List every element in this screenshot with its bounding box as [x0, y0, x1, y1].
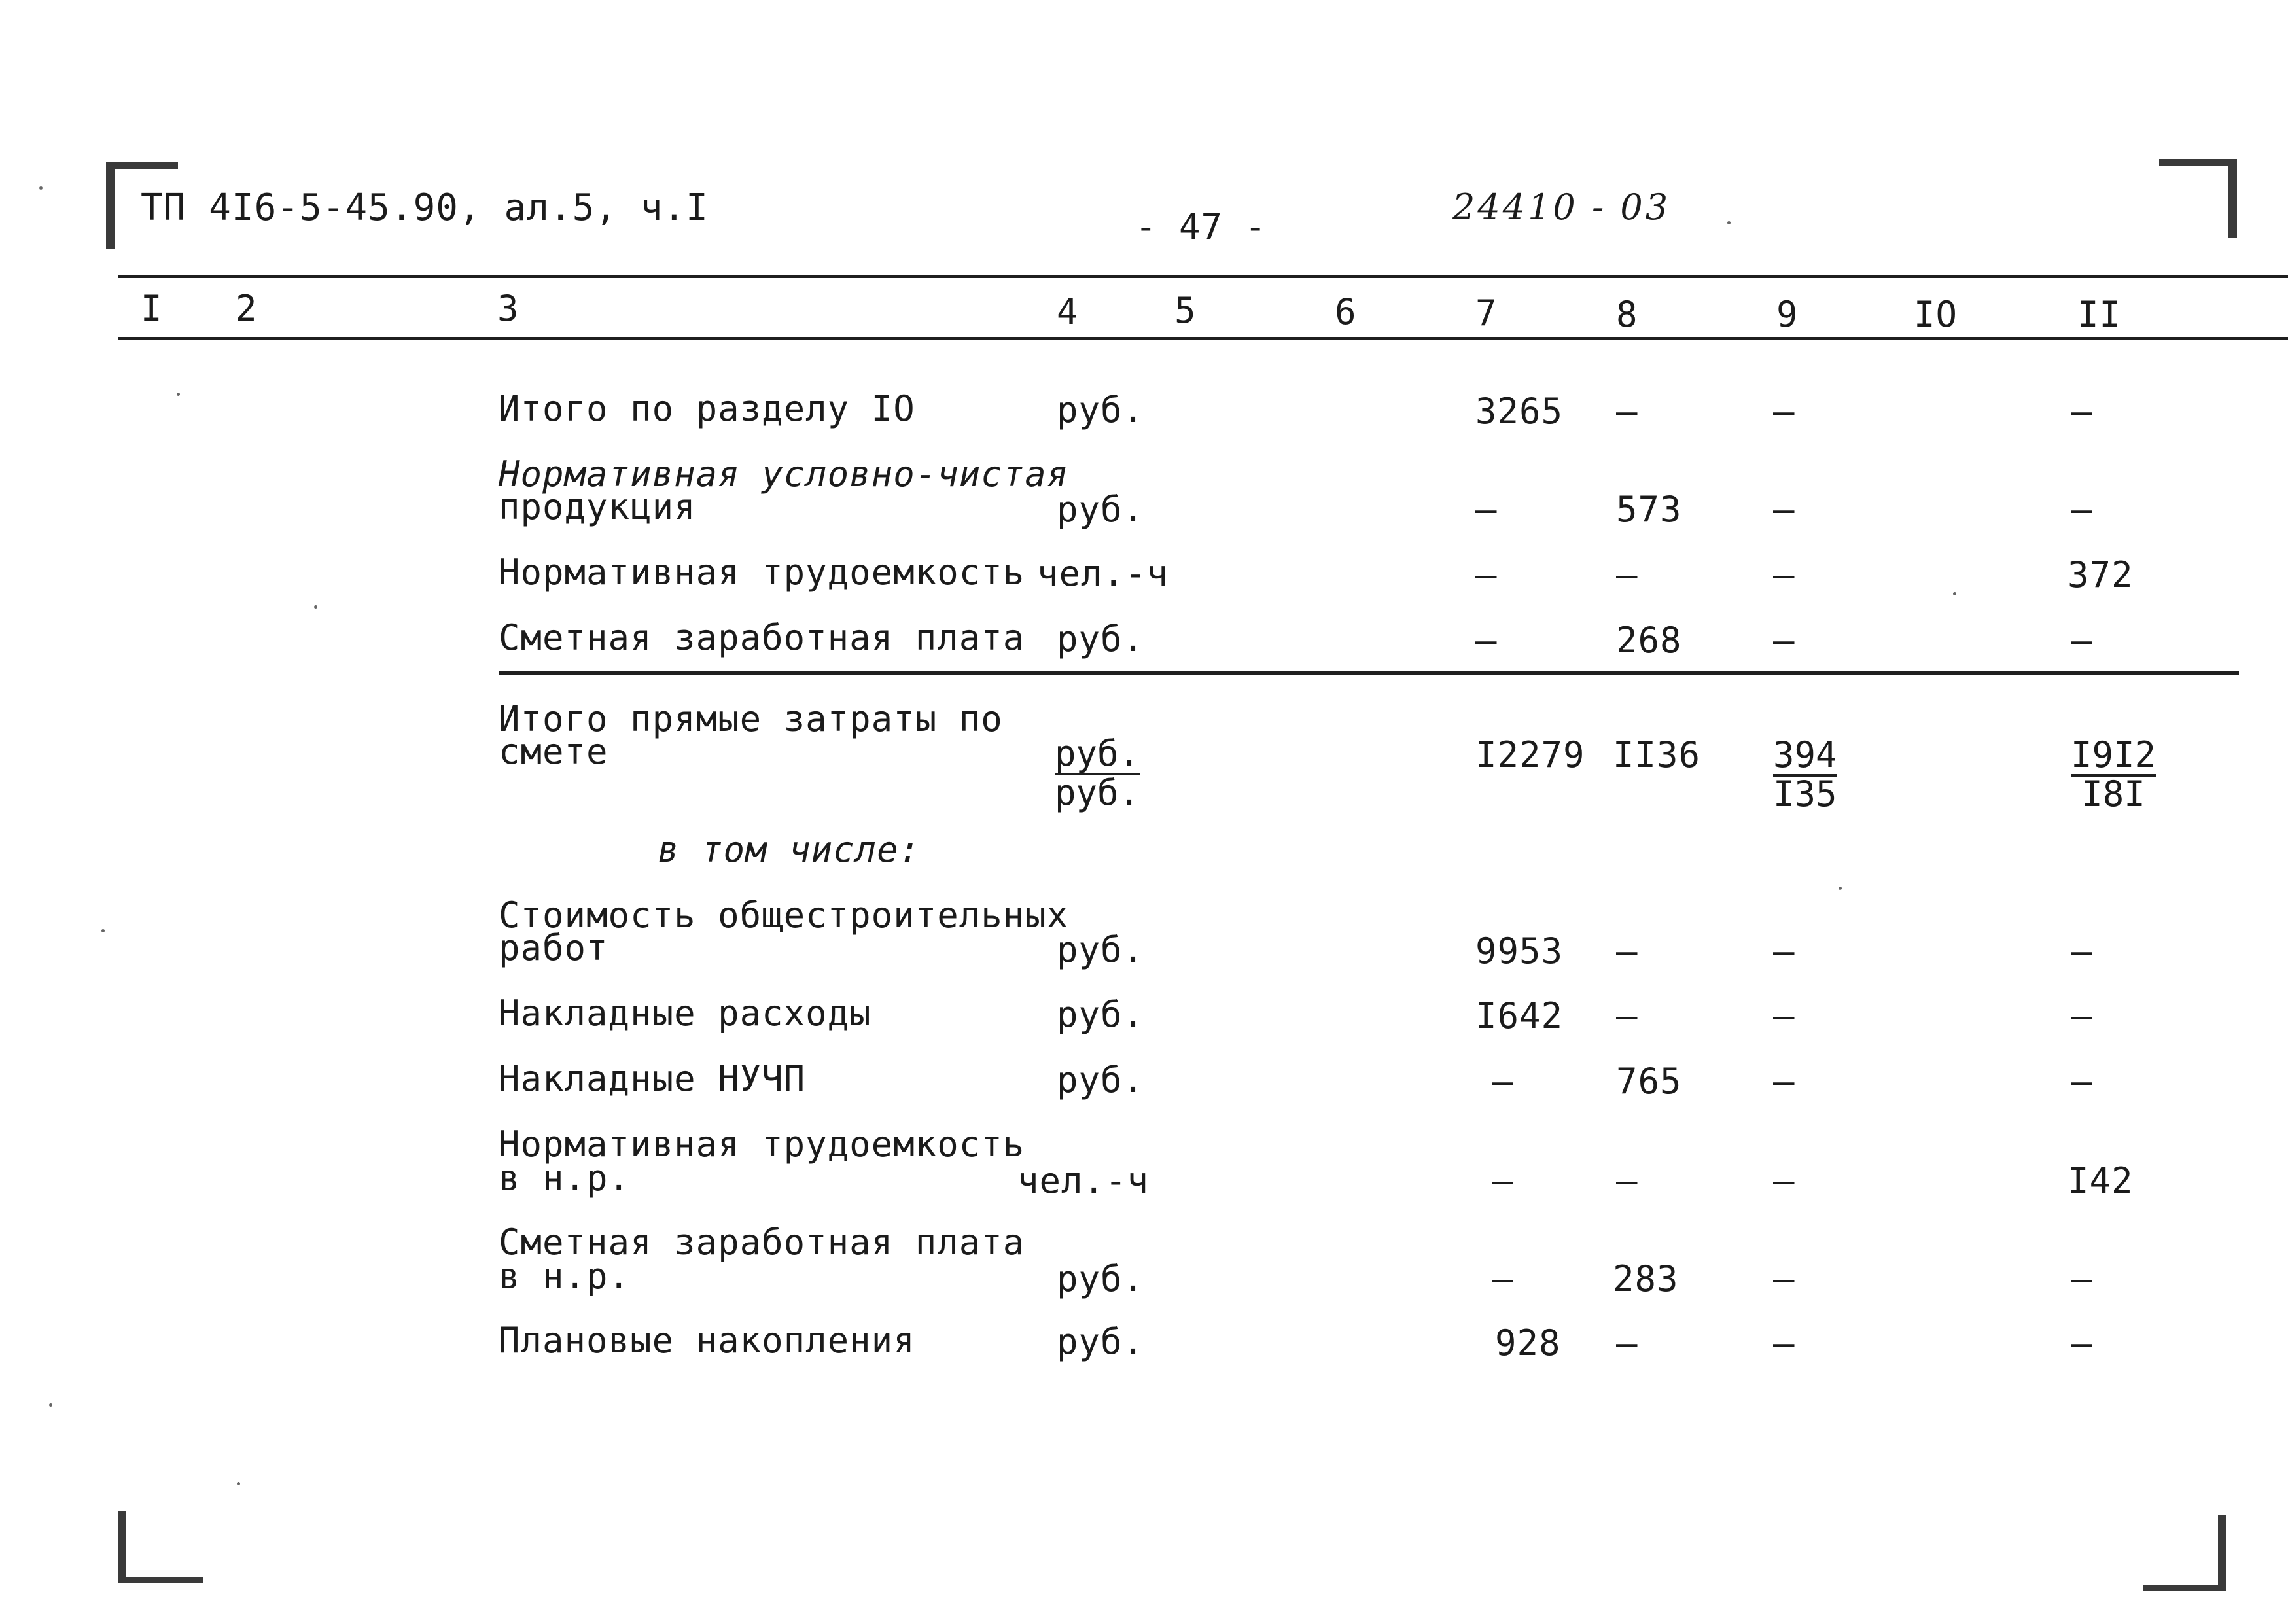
scan-speck	[101, 929, 105, 932]
row-unit: чел.-ч	[1017, 1160, 1150, 1201]
header-bottom-rule	[118, 337, 2288, 340]
col-11-header: II	[2077, 294, 2122, 335]
row-col7: –	[1492, 1258, 1514, 1299]
row-unit: руб.	[1057, 1059, 1145, 1101]
row-col8: –	[1616, 995, 1638, 1036]
row-unit: руб.	[1057, 1321, 1145, 1362]
col-2-header: 2	[236, 288, 258, 329]
scan-speck	[314, 605, 317, 609]
row-col9: –	[1773, 489, 1795, 530]
col-6-header: 6	[1335, 291, 1357, 332]
total-unit-top: руб.	[1055, 733, 1140, 774]
row-col7: –	[1492, 1061, 1514, 1102]
total-name: Итого прямые затраты по	[499, 698, 1003, 739]
row-col8: –	[1616, 1160, 1638, 1201]
row-col9: –	[1773, 620, 1795, 661]
row-unit: руб.	[1057, 389, 1145, 431]
section-rule	[499, 671, 2239, 675]
col-10-header: IO	[1914, 294, 1958, 335]
row-col9: –	[1773, 1258, 1795, 1299]
corner-bracket-top-left	[106, 164, 115, 249]
row-col11: –	[2071, 391, 2093, 432]
row-col9: –	[1773, 1322, 1795, 1364]
row-name: Нормативная трудоемкость	[499, 1123, 1025, 1165]
row-col8: –	[1616, 930, 1638, 972]
col-3-header: 3	[497, 288, 519, 329]
row-name: Нормативная условно-чистая	[499, 453, 1069, 495]
total-col9-top: 394	[1773, 734, 1837, 775]
corner-bracket-top-left-bar	[106, 162, 178, 169]
total-col7: I2279	[1475, 734, 1585, 775]
row-col7: –	[1475, 620, 1498, 661]
row-col11: –	[2071, 620, 2093, 661]
row-col8: –	[1616, 1322, 1638, 1364]
total-col9-fraction	[1773, 734, 1837, 815]
row-col9: –	[1773, 1160, 1795, 1201]
row-col9: –	[1773, 554, 1795, 595]
row-col9: –	[1773, 391, 1795, 432]
header-top-rule	[118, 275, 2288, 278]
row-col7: 928	[1495, 1322, 1561, 1364]
row-col8: 268	[1616, 620, 1682, 661]
total-unit-fraction	[1055, 733, 1140, 813]
page-number: - 47 -	[1135, 206, 1267, 247]
total-col9-bottom: I35	[1773, 773, 1837, 815]
row-unit: руб.	[1057, 994, 1145, 1035]
total-col11-top: I9I2	[2071, 734, 2156, 775]
row-unit: руб.	[1057, 489, 1145, 530]
row-col7: –	[1475, 489, 1498, 530]
scan-speck	[1839, 887, 1842, 890]
row-name: Сметная заработная плата	[499, 1222, 1025, 1263]
row-name: Накладные расходы	[499, 993, 871, 1034]
corner-bracket-bottom-right-bar	[2143, 1585, 2226, 1591]
total-col11-bottom: I8I	[2081, 773, 2145, 815]
subheading: в том числе:	[658, 829, 921, 870]
col-5-header: 5	[1174, 290, 1197, 331]
inventory-number: 24410 - 03	[1452, 186, 1671, 228]
row-col9: –	[1773, 995, 1795, 1036]
row-name: Нормативная трудоемкость	[499, 552, 1025, 593]
row-name-cont: работ	[499, 927, 608, 968]
row-col7: –	[1492, 1160, 1514, 1201]
row-col7: –	[1475, 554, 1498, 595]
row-col11: –	[2071, 1061, 2093, 1102]
col-4-header: 4	[1057, 291, 1079, 332]
scan-speck	[1953, 592, 1956, 595]
row-name-cont: в н.р.	[499, 1157, 631, 1199]
col-7-header: 7	[1475, 292, 1498, 334]
row-unit: руб.	[1057, 929, 1145, 970]
scan-speck	[1727, 221, 1731, 224]
col-8-header: 8	[1616, 294, 1638, 335]
scan-speck	[49, 1403, 52, 1407]
col-1-header: I	[141, 288, 163, 329]
corner-bracket-bottom-left-bar	[118, 1577, 203, 1583]
corner-bracket-bottom-left	[118, 1511, 126, 1583]
row-col7: 9953	[1475, 930, 1564, 972]
row-col7: 3265	[1475, 391, 1564, 432]
scan-speck	[177, 393, 180, 396]
row-col11: –	[2071, 995, 2093, 1036]
row-col7: I642	[1475, 995, 1564, 1036]
row-unit: руб.	[1057, 1258, 1145, 1299]
row-name: Плановые накопления	[499, 1320, 915, 1361]
total-name-cont: смете	[499, 731, 608, 772]
total-unit-bottom: руб.	[1055, 772, 1140, 813]
row-col11: –	[2071, 1258, 2093, 1299]
corner-bracket-bottom-right	[2218, 1515, 2226, 1590]
row-col8: –	[1616, 391, 1638, 432]
row-col11: 372	[2068, 554, 2134, 595]
row-col11: –	[2071, 930, 2093, 972]
row-name-cont: в н.р.	[499, 1256, 631, 1297]
corner-bracket-top-right	[2228, 160, 2237, 238]
scan-speck	[39, 186, 43, 190]
row-col8: 573	[1616, 489, 1682, 530]
row-name: Сметная заработная плата	[499, 617, 1025, 658]
total-col8: II36	[1613, 734, 1701, 775]
row-col11: –	[2071, 489, 2093, 530]
row-name: Накладные НУЧП	[499, 1058, 806, 1099]
row-name-cont: продукция	[499, 486, 696, 527]
row-name: Итого по разделу IO	[499, 388, 915, 429]
row-unit: руб.	[1057, 618, 1145, 660]
row-col9: –	[1773, 1061, 1795, 1102]
row-col8: 283	[1613, 1258, 1679, 1299]
row-col11: I42	[2068, 1160, 2134, 1201]
document-code: ТП 4I6-5-45.90, ал.5, ч.I	[141, 186, 709, 229]
total-col11-fraction	[2071, 734, 2156, 815]
row-col8: –	[1616, 554, 1638, 595]
row-col8: 765	[1616, 1061, 1682, 1102]
row-col11: –	[2071, 1322, 2093, 1364]
row-unit: чел.-ч	[1037, 553, 1169, 594]
row-col9: –	[1773, 930, 1795, 972]
col-9-header: 9	[1776, 294, 1799, 335]
corner-bracket-top-right-bar	[2159, 159, 2237, 166]
scan-speck	[237, 1482, 240, 1485]
row-name: Стоимость общестроительных	[499, 894, 1069, 936]
